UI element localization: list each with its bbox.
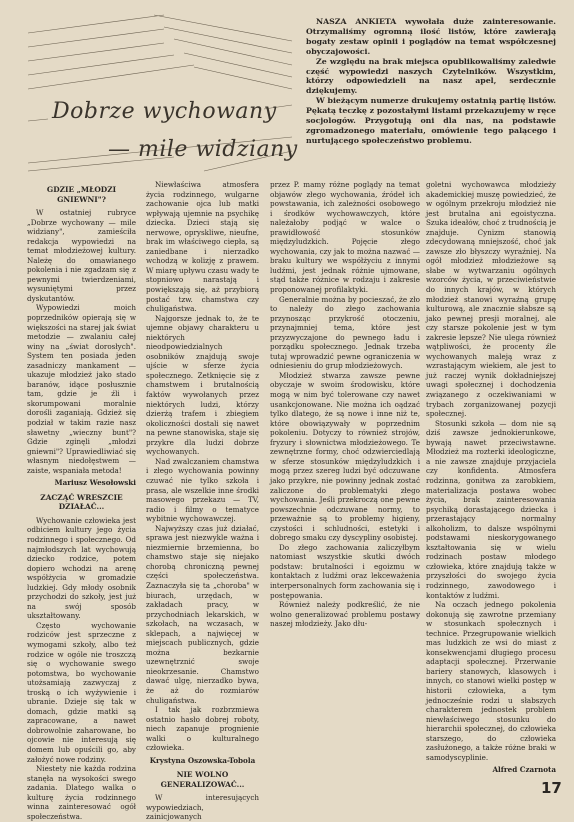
paragraph: W ostatniej rubryce „Dobrze wychowany — mile widziany", zamieściła redakcja wypowiedzi na temat młodzieżowej kultury. Należę do omawianego pokolenia i nie zgadzam się z pewnymi twierdzeniami, wysuniętymi przez dyskutantów.: [27, 208, 136, 303]
paragraph: I tak jak rozbrzmiewa ostatnio hasło dobrej roboty, niech zapanuje prognienie walki o kulturalnego człowieka.: [146, 705, 259, 753]
paragraph: Często wychowanie rodziców jest sprzeczne z wymogami szkoły, albo też rodzice w ogóle nie troszczą się o wychowanie swego potomstwa, bo wychowanie utożsamiają zazwyczaj z troską o ich wyżywienie i ubranie. Dzieje się tak w domach, gdzie matki są zapracowane, a nawet dobrowolnie zaharowane, bo ojcowie nie interesują się domem lub opuścili go, aby założyć nowe rodziny.: [27, 620, 136, 764]
paragraph: przez P. mamy różne poglądy na temat objawów złego wychowania, źródeł ich powstawania, ich zależności osobowego i środków wychowawczych, które należałoby podjąć w walce o prawidłowość stosunków międzyludzkich. Pojęcie złego wychowania, czy jak to można nazwać — braku kultury we współżyciu z innymi ludźmi, jest jednak różnie ujmowane, stąd także różnice w rodzaju i zakresie proponowanej profilaktyki.: [270, 180, 420, 295]
article-title-line-2: — mile widziany: [108, 137, 298, 162]
paragraph: Niestety nie każda rodzina stanęła na wysokości swego zadania. Dlatego walka o kulturę życia rodzinnego winna zainteresować ogół społeczeństwa.: [27, 764, 136, 821]
page-number: 17: [541, 779, 562, 797]
author-signature: Mariusz Wesołowski: [54, 478, 136, 488]
text-column-1: [27, 180, 136, 821]
paragraph: W interesujących wypowiedziach, zainicjowanych: [146, 793, 259, 822]
author-signature: Alfred Czarnota: [492, 765, 556, 775]
paragraph: Najwyższy czas już działać, sprawa jest niezwykle ważna i niezmiernie brzemienna, bo chamstwo staje się niejako chorobą chroniczną pewnej części społeczeństwa. Zaznaczyła się ta „choroba" w biurach, urzędach, w zakładach pracy, w przychodniach lekarskich, w szkołach, na wczasach, w sklepach, a najwięcej w miejscach publicznych, gdzie można bezkarnie uzewnętrznić swoje nieokrzesanie. Chamstwo dawać ulgę, nierzadko bywa, że aż do rozmiarów chuligaństwa.: [146, 523, 259, 705]
paragraph: Generalnie można by pocieszać, że zło to należy do złego zachowania przynosząc przykrość otoczeniu, przynajmniej tema, które jest przyzwyczajone do pewnego ładu i porządku społecznego. Jednak trzeba tutaj wprowadzić pewne ograniczenia w odniesieniu do grup młodzieżowych.: [270, 294, 420, 371]
intro-paragraph: NASZA ANKIETA wywołała duże zainteresowanie. Otrzymaliśmy ogromną ilość listów, które zawierają bogaty zestaw opinii i poglądów na temat współczesnej obyczajowości.: [306, 17, 556, 56]
paragraph: Wychowanie człowieka jest odbiciem kultury jego życia rodzinnego i społecznego. Od najmłodszych lat wychowują dziecko rodzice, potem dopiero wchodzi na arenę współżycia w gromadzie ludzkiej. Gdy młody osobnik przychodzi do szkoły, jest już na swój sposób ukształtowany.: [27, 515, 136, 621]
paragraph: Młodzież stwarza zawsze pewne obyczaje w swoim środowisku, które mogą w nim być tolerowane czy nawet usankcjonowane. Nie można ich oądzać tylko dlatego, że są nowe i inne niż te, które obowiązywały w poprzednim pokoleniu. Dotyczy to również strojów, fryzury i słownictwa młodzieżowego. Te zewnętrzne formy, choć odzwierciedlają w sferze stosunków międzyludzkich i mogą przez szereg ludzi być odczuwane jako przykre, nie powinny jednak zostać zaliczone do problematyki złego wychowania. Jeśli przekroczą one pewne powszechnie odczuwane normy, to przeważnie są to problemy higieny, czystości i schludności, estetyki i dobrego smaku czy dyscypliny osobistej.: [270, 370, 420, 543]
article-intro: [306, 17, 556, 146]
paragraph: Wypowiedzi moich poprzedników opierają się w większości na starej jak świat metodzie — zwalaniu całej winy na „świat dorosłych". System ten posiada jeden zasadniczy mankament — ukazuje młodzież jako stado baranów, idące posłusznie tam, gdzie je źli i skorumpowani moralnie dorośli zaganiają. Gdzież się podział w takim razie nasz sławetny „wieczny bunt"? Gdzie zginęli „młodzi gniewni"? Uprawiedliwiać się własnym niedołęstwem — zaiste, wspaniała metoda!: [27, 303, 136, 475]
text-column-4: [426, 180, 556, 778]
article-title-line-1: Dobrze wychowany: [52, 99, 277, 124]
paragraph: Nad zwalczaniem chamstwa i złego wychowania powinny czuwać nie tylko szkoła i prasa, ale wszelkie inne środki masowego przekazu — TV, radio i filmy o tematyce wybitnie wychowawczej.: [146, 456, 259, 524]
intro-paragraph: Ze względu na brak miejsca opublikowaliśmy zaledwie część wypowiedzi naszych Czytelników. Wszystkim, którzy odpowiedzieli na nasz apel, serdecznie dziękujemy.: [306, 56, 556, 96]
section-heading: NIE WOLNO GENERALIZOWAĆ...: [160, 770, 245, 789]
title-box: [24, 13, 299, 175]
paragraph: goletni wychowawca młodzieży akademickiej muszę powiedzieć, że w ogólnym przekroju młodzież nie jest brutalna ani egoistyczna. Szuka ideałów, choć z trudnością je znajduje. Cynizm stanowią zdecydowaną mniejszość, choć jak zawsze zło błyszczy wyraźniej. Na ogół młodzież młodzieżowe są słabe w wytwarzaniu ogólnych wzorców życia, w przeciwieństwie do innych krajów, w których młodzież stanowi wyraźną grupę kulturową, ale znacznie słabsze są jako pewnej presji moralnej, ale czy starsze pokolenie jest w tym zakresie lepsze? Nie ulega również wątpliwości, że procenty źle wychowanych maleją wraz z wzrastającym wiekiem, ale jest to już raczej wynik dokładniejszej uwagi społecznej i dochodzenia związanego z oczekiwaniami w trybach zorganizowanej pozycji społecznej.: [426, 180, 556, 419]
paragraph: Również należy podkreślić, że nie wolno generalizować problemu postawy naszej młodzieży. Jako dłu-: [270, 600, 420, 629]
text-column-3: [270, 180, 420, 780]
paragraph: Stosunki szkoła — dom nie są dziś zawsze jednokierunkowe, bywają nawet przeciwstawne. Młodzież ma rozterki ideologiczne, a nie zawsze znajduje przyjaciela czy konfidenta. Atmosfera rodzinna, gonitwa za zarobkiem, materializacja postawa wobec życia, brak zainteresowania psychiką dorastającego dziecka i przerastający normalny alkoholizm, to dalsze wspólnymi podstawami nieskorygowanego kształtowania się w wielu rodzinach postaw młodego człowieka, które znajdują także w przyszłości do swojego życia rodzinnego, zawodowego i kontaktów z ludźmi.: [426, 418, 556, 600]
text-column-2: [146, 180, 259, 822]
paragraph: Niewłaściwa atmosfera życia rodzinnego, wulgarne zachowanie ojca lub matki wpływają ujemnie na psychikę dziecka. Dzieci stają się nerwowe, opryskliwe, nieufne, brak im właściwego ciepła, są zaniedbane i nierzadko wchodzą w kolizję z prawem. W miarę upływu czasu wady te stopniowo narastają i powiększają się, aż przybiorą postać tzw. chamstwa czy chuligaństwa.: [146, 180, 259, 314]
section-heading: GDZIE „MŁODZI GNIEWNI"?: [46, 185, 117, 204]
paragraph: Na oczach jednego pokolenia dokonują się zawrotne przemiany w stosunkach społecznych i technice. Przegrupowanie wielkich mas ludzkich ze wsi do miast z konsekwencjami długiego procesu adaptacji społecznej. Przerwanie bariery stanowych, klasowych i innych, co stanowi wielki postęp w historii człowieka, a tym jednocześnie rodzi u słabszych charakterem jednostek problem niewłaściwego stosunku do hierarchii społecznej, do człowieka starszego, do człowieka zasłużonego, a także różne braki w samodyscyplinie.: [426, 600, 556, 762]
intro-paragraph: W bieżącym numerze drukujemy ostatnią partię listów. Pękatą teczkę z pozostałymi listami przekazujemy w ręce socjologów. Przygotują oni dla nas, na podstawie zgromadzonego materiału, omówienie tego palącego i nurtującego społeczeństwo problemu.: [306, 96, 556, 145]
section-heading: ZACZĄĆ WRESZCIE DZIAŁAĆ...: [40, 492, 123, 512]
paragraph: Do złego zachowania zaliczyłbym natomiast wszystkie skutki dwóch podstaw: brutalności i egoizmu w kontaktach z ludźmi oraz lekceważenia interpersonalnych form zachowania się i postępowania.: [270, 542, 420, 600]
paragraph: Najgorsze jednak to, że te ujemne objawy charakteru u niektórych nieodpowiedzialnych osobników znajdują swoje ujście w sferze życia społecznego. Zetknięcie się z chamstwem i brutalnością faktów wywołanych przez niektórych ludzi, którzy dzierżą trafem i zbiegiem okoliczności dostali się nawet na pewne stanowiska, staje się przykre dla ludzi dobrze wychowanych.: [146, 313, 259, 457]
author-signature: Krystyna Oszowska-Tobola: [149, 755, 256, 765]
